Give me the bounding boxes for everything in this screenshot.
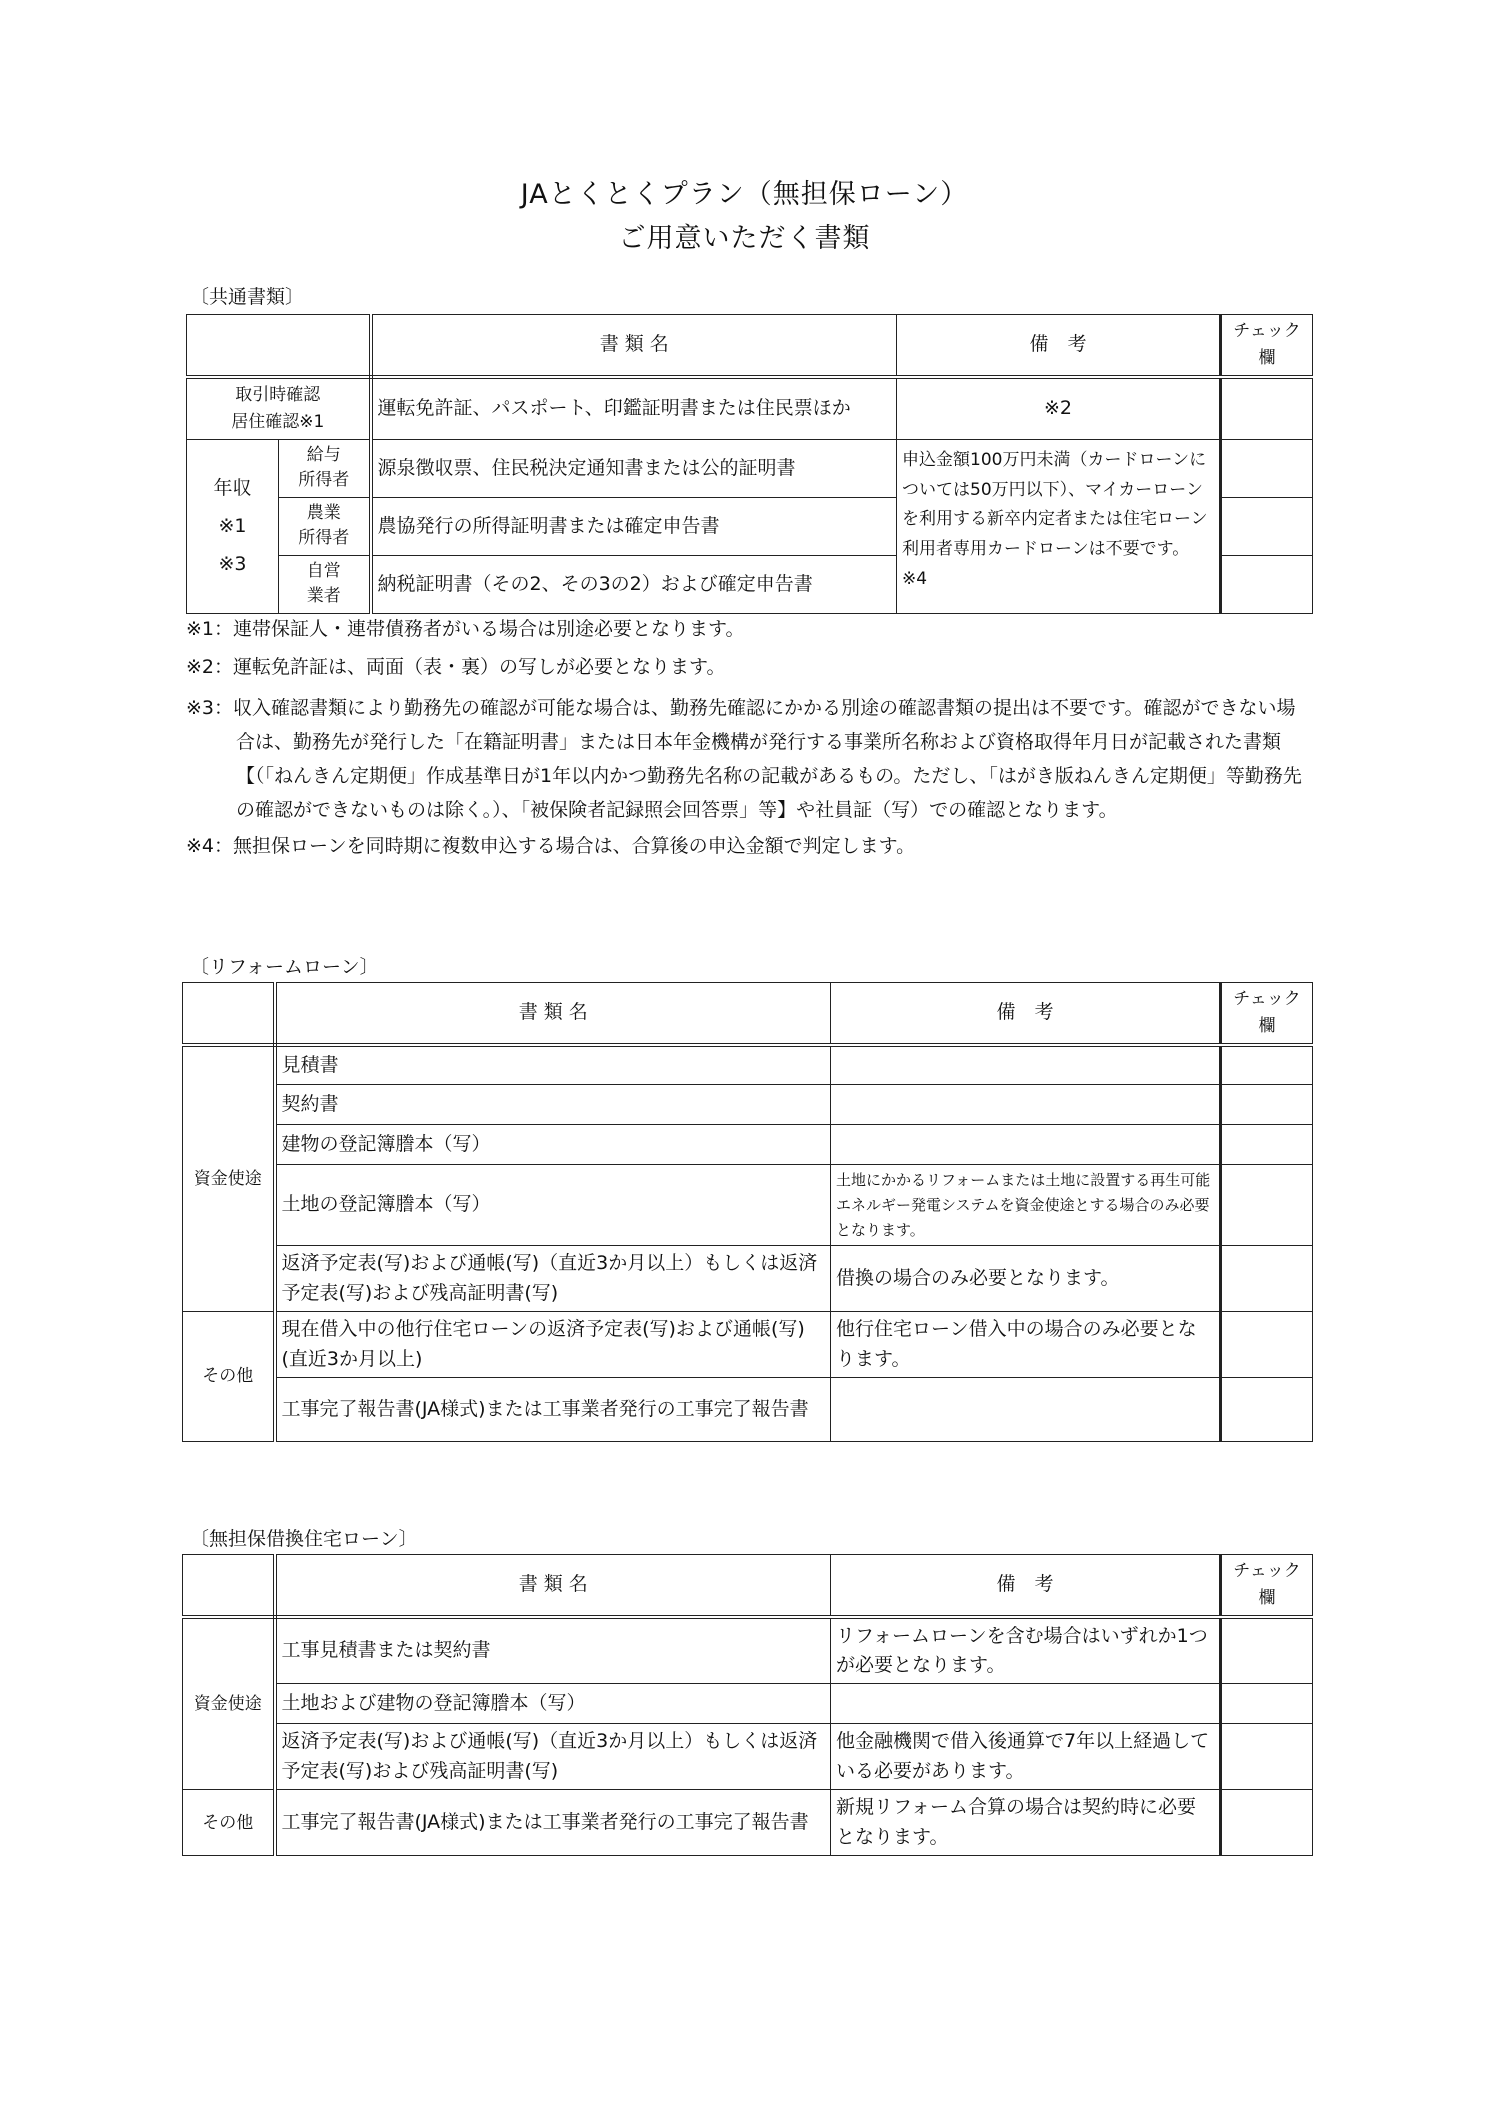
salary-earner-label: 給与 所得者 [279,439,371,497]
check-cell[interactable] [1221,1045,1313,1085]
doc-remark [831,1378,1221,1442]
page-subtitle: ご用意いただく書類 [618,223,871,254]
page-title: JAとくとくプラン（無担保ローン） [520,179,969,210]
check-cell[interactable] [1221,1165,1313,1246]
header-blank [187,315,371,377]
usage-group-label: 資金使途 [183,1617,275,1790]
header-doc-name: 書 類 名 [275,1555,831,1617]
check-cell[interactable] [1221,439,1313,497]
self-employed-label: 自営 業者 [279,555,371,613]
check-cell[interactable] [1221,1312,1313,1378]
farm-earner-label: 農業 所得者 [279,497,371,555]
check-cell[interactable] [1221,1617,1313,1684]
check-cell[interactable] [1221,1724,1313,1790]
self-employed-doc: 納税証明書（その2、その3の2）および確定申告書 [371,555,897,613]
common-section-label: 〔共通書類〕 [190,286,305,308]
salary-earner-doc: 源泉徴収票、住民税決定通知書または公的証明書 [371,439,897,497]
header-blank [183,983,275,1045]
income-remark: 申込金額100万円未満（カードローンについては50万円以下）、マイカーローンを利用する新卒内定者または住宅ローン利用者専用カードローンは不要です。※4 [897,439,1221,613]
header-remarks: 備 考 [831,983,1221,1045]
doc-name: 契約書 [275,1085,831,1125]
doc-name: 工事見積書または契約書 [275,1617,831,1684]
note-4: ※4：無担保ローンを同時期に複数申込する場合は、合算後の申込金額で判定します。 [186,835,916,858]
header-check: チェック欄 [1221,315,1313,377]
reform-section-label: 〔リフォームローン〕 [190,956,379,978]
doc-name: 工事完了報告書(JA様式)または工事業者発行の工事完了報告書 [275,1378,831,1442]
header-doc-name: 書 類 名 [275,983,831,1045]
doc-name: 土地の登記簿謄本（写） [275,1165,831,1246]
doc-name: 現在借入中の他行住宅ローンの返済予定表(写)および通帳(写)(直近3か月以上) [275,1312,831,1378]
id-confirm-label: 取引時確認 居住確認※1 [187,377,371,440]
header-blank [183,1555,275,1617]
check-cell[interactable] [1221,1790,1313,1856]
note-3: ※3：収入確認書類により勤務先の確認が可能な場合は、勤務先確認にかかる別途の確認書類の提出は不要です。確認ができない場合は、勤務先が発行した「在籍証明書」または日本年金機構が発行する事業所名称および資格取得年月日が記載された書類【（「ねんきん定期便」作成基準日が1年以内かつ勤務先名称の記載があるもの。ただし、「はがき版ねんきん定期便」等勤務先の確認ができないものは除く。）、「被保険者記録照会回答票」等】や社員証（写）での確認となります。 [186,696,1302,822]
doc-remark [831,1045,1221,1085]
farm-earner-doc: 農協発行の所得証明書または確定申告書 [371,497,897,555]
id-confirm-remark: ※2 [897,377,1221,440]
note-2: ※2：運転免許証は、両面（表・裏）の写しが必要となります。 [186,656,726,679]
note-1: ※1：連帯保証人・連帯債務者がいる場合は別途必要となります。 [186,618,745,640]
header-remarks: 備 考 [831,1555,1221,1617]
doc-remark [831,1085,1221,1125]
refinance-section-label: 〔無担保借換住宅ローン〕 [190,1528,418,1550]
common-notes [186,614,1312,863]
doc-name: 土地および建物の登記簿謄本（写） [275,1684,831,1724]
reform-loan-table [182,982,1313,1442]
doc-remark [831,1684,1221,1724]
refinance-loan-table [182,1554,1313,1856]
doc-remark [831,1125,1221,1165]
check-cell[interactable] [1221,1684,1313,1724]
id-confirm-doc: 運転免許証、パスポート、印鑑証明書または住民票ほか [371,377,897,440]
doc-remark: 借換の場合のみ必要となります。 [831,1246,1221,1312]
usage-group-label: 資金使途 [183,1045,275,1312]
doc-name: 返済予定表(写)および通帳(写)（直近3か月以上）もしくは返済予定表(写)および残高証明書(写) [275,1246,831,1312]
header-remarks: 備 考 [897,315,1221,377]
check-cell[interactable] [1221,377,1313,440]
doc-remark: 他金融機関で借入後通算で7年以上経過している必要があります。 [831,1724,1221,1790]
doc-remark: 新規リフォーム合算の場合は契約時に必要となります。 [831,1790,1221,1856]
other-group-label: その他 [183,1312,275,1442]
header-doc-name: 書 類 名 [371,315,897,377]
doc-remark: リフォームローンを含む場合はいずれか1つが必要となります。 [831,1617,1221,1684]
doc-name: 見積書 [275,1045,831,1085]
other-group-label: その他 [183,1790,275,1856]
doc-name: 工事完了報告書(JA様式)または工事業者発行の工事完了報告書 [275,1790,831,1856]
header-check: チェック欄 [1221,983,1313,1045]
check-cell[interactable] [1221,1246,1313,1312]
check-cell[interactable] [1221,497,1313,555]
check-cell[interactable] [1221,555,1313,613]
doc-remark: 土地にかかるリフォームまたは土地に設置する再生可能エネルギー発電システムを資金使途とする場合のみ必要となります。 [831,1165,1221,1246]
doc-name: 建物の登記簿謄本（写） [275,1125,831,1165]
check-cell[interactable] [1221,1085,1313,1125]
doc-remark: 他行住宅ローン借入中の場合のみ必要となります。 [831,1312,1221,1378]
doc-name: 返済予定表(写)および通帳(写)（直近3か月以上）もしくは返済予定表(写)および残高証明書(写) [275,1724,831,1790]
check-cell[interactable] [1221,1378,1313,1442]
header-check: チェック欄 [1221,1555,1313,1617]
common-documents-table [186,314,1313,614]
income-label: 年収 ※1 ※3 [187,439,279,613]
check-cell[interactable] [1221,1125,1313,1165]
